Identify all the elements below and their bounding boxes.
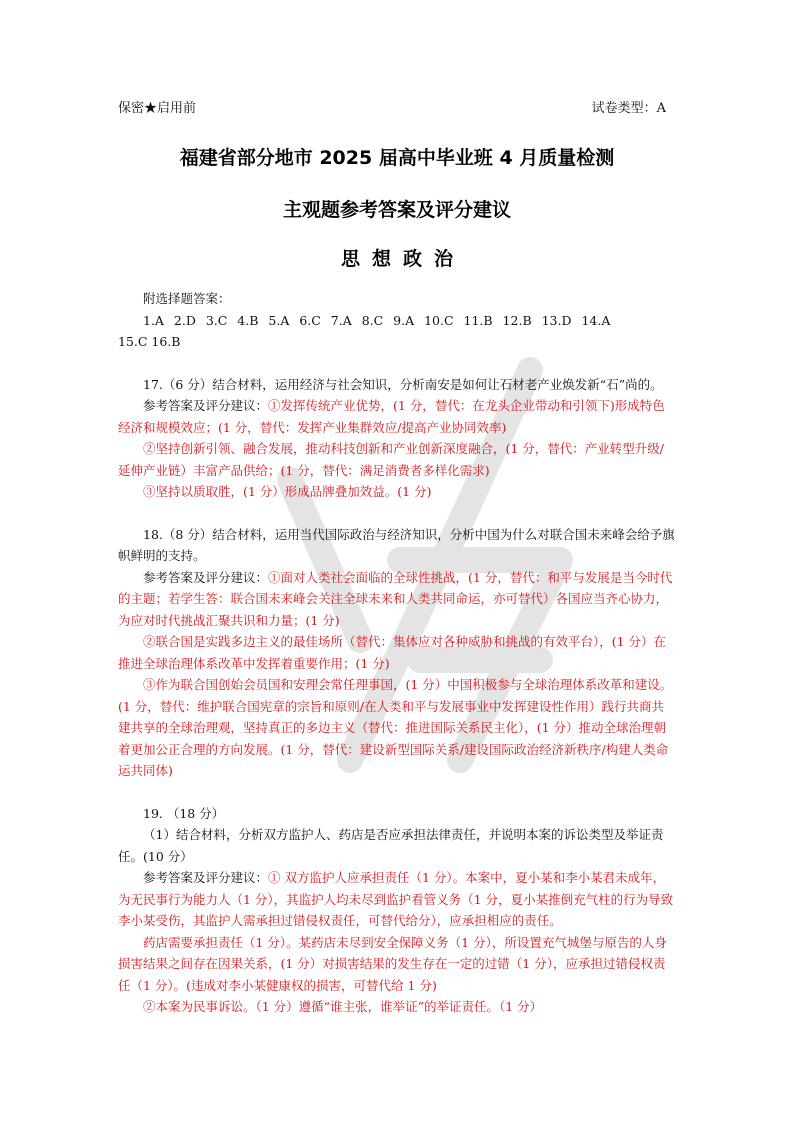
- q18-question: 18.（8 分）结合材料，运用当代国际政治与经济知识，分析中国为什么对联合国未来峰会给予旗帜鲜明的支持。: [118, 526, 675, 563]
- q17-question: 17.（6 分）结合材料，运用经济与社会知识，分析南安是如何让石材老产业焕发新“石”尚的。: [143, 376, 663, 392]
- q18-point-2: ②联合国是实践多边主义的最佳场所（替代：集体应对各种威胁和挑战的有效平台），(1 分）在推进全球治理体系改革中发挥着重要作用；(1 分): [118, 634, 667, 671]
- q17-answer-1: [118, 395, 676, 438]
- paper-type-label: 试卷类型：A: [591, 101, 666, 116]
- mcq-answers-line1: 1.A 2.D 3.C 4.B 5.A 6.C 7.A 8.C 9.A 10.C 11.B 12.B 13.D 14.A: [143, 312, 611, 328]
- q17-point-1: ①发挥传统产业优势，(1 分，替代：在龙头企业带动和引领下)形成特色经济和规模效应；(1 分，替代：发挥产业集群效应/提高产业协同效率): [118, 398, 665, 435]
- q17-point-3: ③坚持以质取胜，(1 分）形成品牌叠加效益。(1 分): [143, 484, 432, 499]
- q18-point-3: ③作为联合国创始会员国和安理会常任理事国，(1 分）中国积极参与全球治理体系改革和建设。(1 分，替代：维护联合国宪章的宗旨和原则/在人类和平与发展事业中发挥建设性作用）践行共商共建共享的全球治理观，坚持真正的多边主义（替代：推进国际关系民主化），(1 分）推动全球治理朝着更加公正合理的方向发展。(1 分，替代：建设新型国际关系/建设国际政治经济新秩序/构建人类命运共同体): [118, 677, 673, 778]
- q19-point-2: 药店需要承担责任（1 分）。某药店未尽到安全保障义务（1 分），所设置充气城堡与原告的人身损害结果之间存在因果关系，(1 分）对损害结果的发生存在一定的过错（1 分），应承担过错侵权责任（1 分）。(违成对李小某健康权的损害，可替代给 1 分): [118, 934, 667, 993]
- q18-answer-prefix: 参考答案及评分建议：: [143, 569, 269, 585]
- q18-answer-1: [118, 567, 676, 632]
- document-title: 主观题参考答案及评分建议: [282, 199, 511, 221]
- subject-title: 思想政治: [340, 248, 465, 270]
- q19-subquestion-1: （1）结合材料，分析双方监护人、药店是否应承担法律责任，并说明本案的诉讼类型及举证责任。(10 分）: [118, 827, 664, 864]
- q18-point-1: ①面对人类社会面临的全球性挑战，(1 分，替代：和平与发展是当今时代的主题；若学生答：联合国未来峰会关注全球未来和人类共同命运，亦可替代）各国应当齐心协力，为应对时代挑战汇聚共识和力量；(1 分): [118, 569, 673, 628]
- q19-answer-1: [118, 867, 676, 932]
- q19-point-3: ②本案为民事诉讼。（1 分）遵循“谁主张，谁举证”的举证责任。（1 分）: [143, 999, 543, 1014]
- confidential-label: 保密★启用前: [118, 101, 197, 116]
- q19-label: 19. （18 分）: [143, 805, 225, 821]
- q19-point-1: ① 双方监护人应承担责任（1 分）。本案中，夏小某和李小某君未成年，为无民事行为能力人（1 分），其监护人均未尽到监护看管义务（1 分，夏小某推倒充气柱的行为导致李小某受伤，其监护人需承担过错侵权责任，可替代给分），应承担相应的责任。: [118, 870, 674, 928]
- q17-point-2: ②坚持创新引领、融合发展，推动科技创新和产业创新深度融合，(1 分，替代：产业转型升级/延伸产业链）丰富产品供给；(1 分，替代：满足消费者多样化需求): [118, 441, 665, 478]
- q19-answer-prefix: 参考答案及评分建议：: [143, 870, 269, 885]
- mcq-label: 附选择题答案：: [143, 291, 231, 306]
- watermark-text: 微云: [240, 772, 260, 783]
- answer-content: [118, 288, 676, 1018]
- q17-answer-prefix: 参考答案及评分建议：: [143, 398, 269, 413]
- mcq-answers-line2: 15.C 16.B: [118, 334, 181, 349]
- exam-title: 福建省部分地市 2025 届高中毕业班 4 月质量检测: [179, 147, 615, 169]
